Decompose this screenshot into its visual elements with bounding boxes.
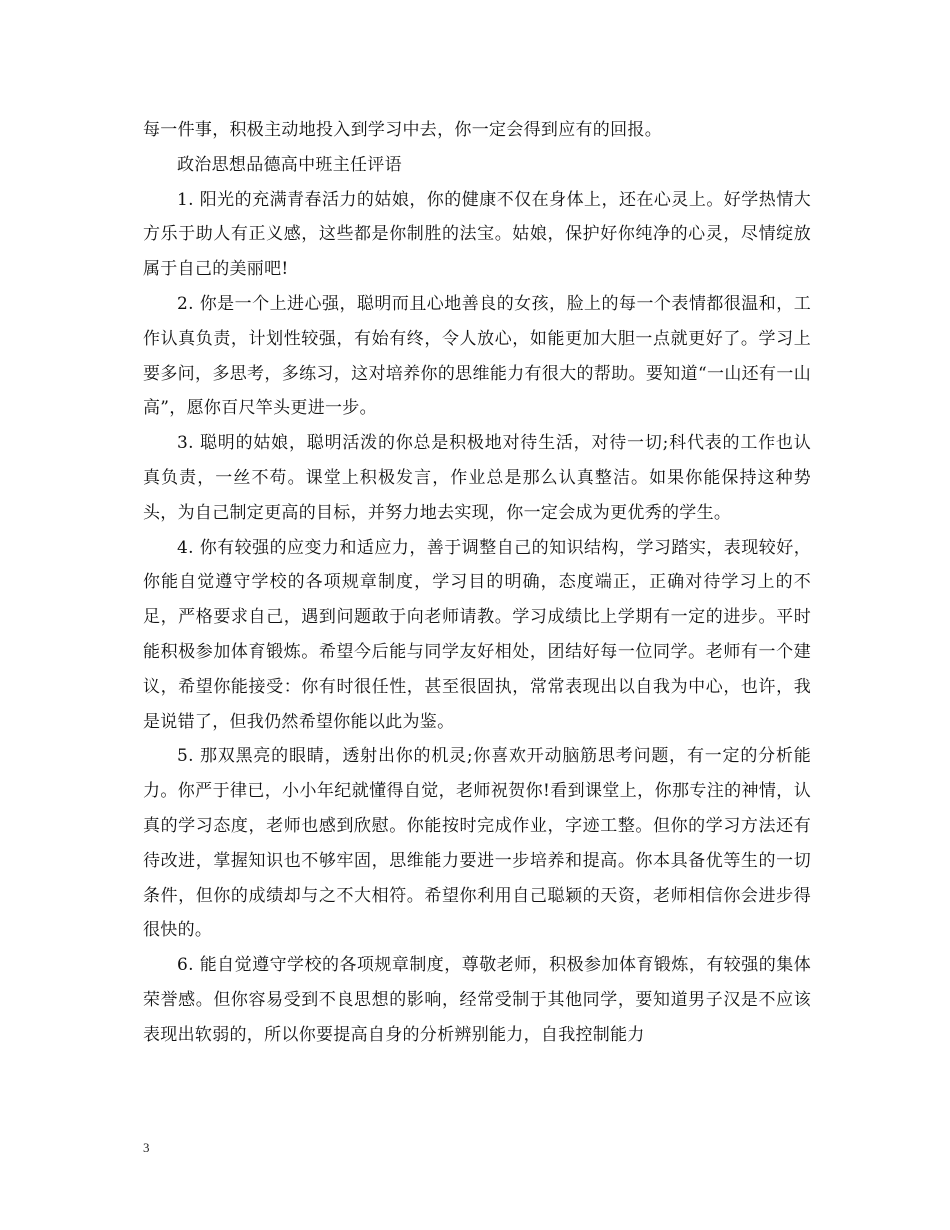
page-number: 3 [143,1140,150,1155]
comment-item-4: 4. 你有较强的应变力和适应力，善于调整自己的知识结构，学习踏实，表现较好，你能自觉遵守学校的各项规章制度，学习目的明确，态度端正，正确对待学习上的不足，严格要求自己，遇到问题敢于向老师请教。学习成绩比上学期有一定的进步。平时能积极参加体育锻炼。希望今后能与同学友好相处，团结好每一位同学。老师有一个建议，希望你能接受：你有时很任性，甚至很固执，常常表现出以自我为中心，也许，我是说错了，但我仍然希望你能以此为鉴。 [143,537,811,732]
comment-item-5: 5. 那双黑亮的眼睛，透射出你的机灵;你喜欢开动脑筋思考问题，有一定的分析能力。你严于律已，小小年纪就懂得自觉，老师祝贺你!看到课堂上，你那专注的神情，认真的学习态度，老师也感到欣慰。你能按时完成作业，字迹工整。但你的学习方法还有待改进，掌握知识也不够牢固，思维能力要进一步培养和提高。你本具备优等生的一切条件，但你的成绩却与之不大相符。希望你利用自己聪颖的天资，老师相信你会进步得很快的。 [143,746,811,941]
comment-item-2: 2. 你是一个上进心强，聪明而且心地善良的女孩，脸上的每一个表情都很温和，工作认真负责，计划性较强，有始有终，令人放心，如能更加大胆一点就更好了。学习上要多问，多思考，多练习，这对培养你的思维能力有很大的帮助。要知道“一山还有一山高”，愿你百尺竿头更进一步。 [143,293,811,419]
document-body [143,113,811,1053]
comment-item-6: 6. 能自觉遵守学校的各项规章制度，尊敬老师，积极参加体育锻炼，有较强的集体荣誉感。但你容易受到不良思想的影响，经常受制于其他同学，要知道男子汉是不应该表现出软弱的，所以你要提高自身的分析辨别能力，自我控制能力 [143,955,811,1045]
paragraph-continuation: 每一件事，积极主动地投入到学习中去，你一定会得到应有的回报。 [143,120,662,140]
comment-item-1: 1. 阳光的充满青春活力的姑娘，你的健康不仅在身体上，还在心灵上。好学热情大方乐于助人有正义感，这些都是你制胜的法宝。姑娘，保护好你纯净的心灵，尽情绽放属于自己的美丽吧! [143,189,811,280]
section-heading: 政治思想品德高中班主任评语 [177,154,402,175]
comment-item-3: 3. 聪明的姑娘，聪明活泼的你总是积极地对待生活，对待一切;科代表的工作也认真负责，一丝不苟。课堂上积极发言，作业总是那么认真整洁。如果你能保持这种势头，为自己制定更高的目标，并努力地去实现，你一定会成为更优秀的学生。 [143,433,811,523]
